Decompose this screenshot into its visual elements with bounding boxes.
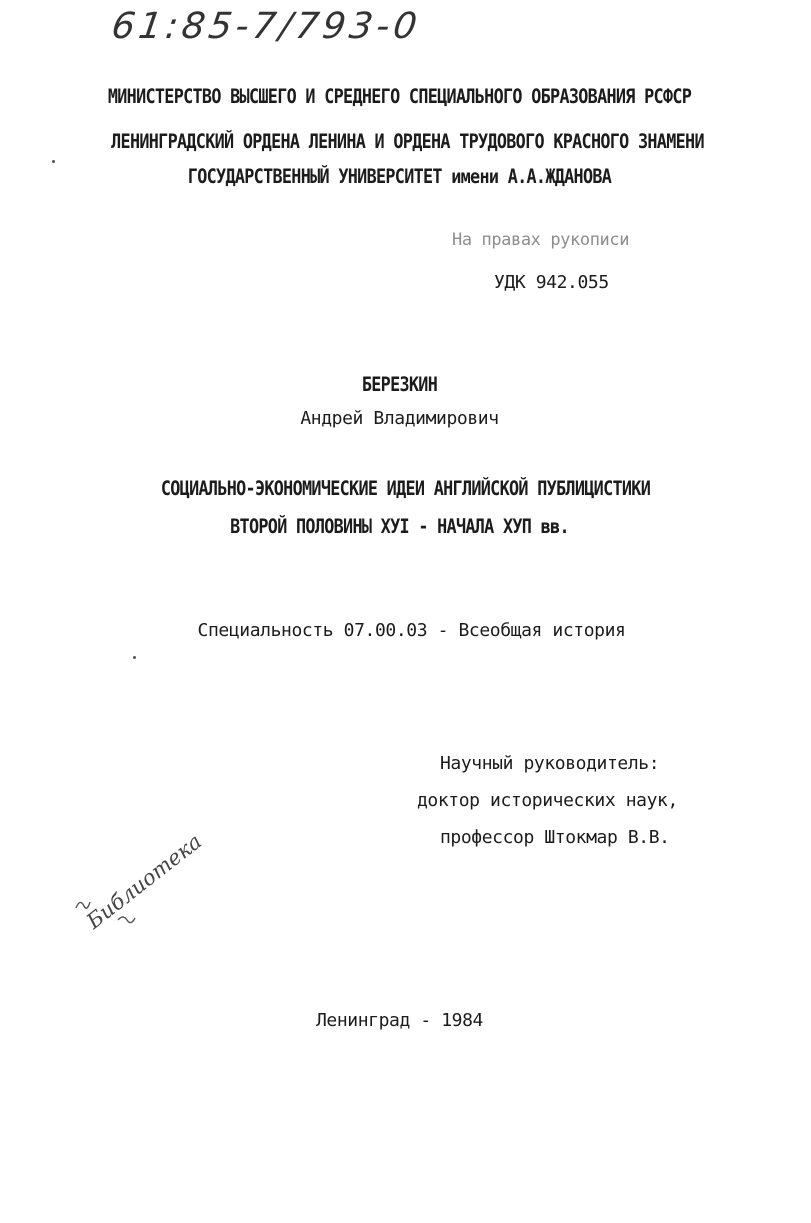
university-heading-line2: ГОСУДАРСТВЕННЫЙ УНИВЕРСИТЕТ имени А.А.ЖДАНОВА (187, 165, 612, 188)
author-surname: БЕРЕЗКИН (361, 373, 438, 396)
paper-speck (52, 160, 55, 163)
manuscript-rights-note: На правах рукописи (452, 230, 630, 250)
handwritten-library-annotation (70, 829, 207, 940)
ministry-heading: МИНИСТЕРСТВО ВЫСШЕГО И СРЕДНЕГО СПЕЦИАЛЬНОГО ОБРАЗОВАНИЯ РСФСР (107, 85, 692, 108)
paper-speck (133, 656, 136, 659)
university-heading-line1: ЛЕНИНГРАДСКИЙ ОРДЕНА ЛЕНИНА И ОРДЕНА ТРУДОВОГО КРАСНОГО ЗНАМЕНИ (111, 130, 704, 153)
specialty-line: Специальность 07.00.03 - Всеобщая история (197, 620, 626, 641)
handwritten-annotation-text: Библиотека (82, 829, 207, 934)
thesis-title-line1: СОЦИАЛЬНО-ЭКОНОМИЧЕСКИЕ ИДЕИ АНГЛИЙСКОЙ ПУБЛИЦИСТИКИ (160, 477, 651, 500)
registry-number-handwritten: 61:85-7/793-0 (109, 6, 424, 47)
supervisor-degree: доктор исторических наук, (417, 790, 678, 811)
thesis-title-line2: ВТОРОЙ ПОЛОВИНЫ ХУI - НАЧАЛА ХУП вв. (230, 515, 569, 538)
place-and-year: Ленинград - 1984 (316, 1010, 483, 1031)
author-given-names: Андрей Владимирович (300, 408, 499, 429)
supervisor-name: профессор Штокмар В.В. (440, 827, 670, 848)
supervisor-label: Научный руководитель: (440, 753, 660, 774)
udk-code: УДК 942.055 (494, 272, 609, 293)
